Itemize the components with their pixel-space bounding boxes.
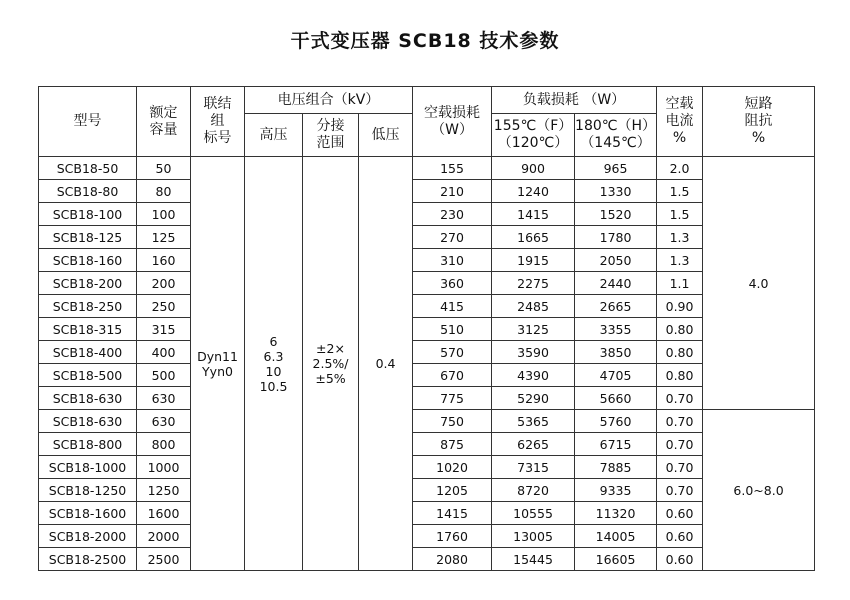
header-loss-180-line: （145℃） [580, 135, 651, 151]
cell-model: SCB18-100 [39, 203, 137, 226]
header-rated-capacity-line: 容量 [149, 121, 178, 138]
table-row [39, 226, 815, 249]
cell-loss-155: 3125 [492, 318, 575, 341]
cell-no-load-loss: 415 [413, 295, 492, 318]
cell-tap-range-line: 2.5%/ [312, 356, 349, 371]
cell-loss-180: 1520 [575, 203, 657, 226]
table-row [39, 180, 815, 203]
cell-capacity: 500 [137, 364, 191, 387]
cell-tap-range-line: ±5% [315, 371, 346, 386]
cell-no-load-loss: 1760 [413, 525, 492, 548]
cell-loss-155: 1415 [492, 203, 575, 226]
cell-loss-180: 11320 [575, 502, 657, 525]
cell-model: SCB18-50 [39, 157, 137, 180]
cell-loss-155: 1915 [492, 249, 575, 272]
cell-model: SCB18-2000 [39, 525, 137, 548]
cell-no-load-current: 1.3 [657, 226, 703, 249]
cell-model: SCB18-1250 [39, 479, 137, 502]
cell-no-load-current: 0.90 [657, 295, 703, 318]
cell-loss-180: 2050 [575, 249, 657, 272]
cell-loss-155: 4390 [492, 364, 575, 387]
cell-capacity: 50 [137, 157, 191, 180]
header-impedance [703, 87, 815, 157]
cell-loss-155: 8720 [492, 479, 575, 502]
cell-loss-180: 9335 [575, 479, 657, 502]
cell-impedance-group: 4.0 [703, 157, 815, 410]
header-loss-155 [492, 114, 575, 157]
cell-loss-155: 5290 [492, 387, 575, 410]
cell-no-load-loss: 875 [413, 433, 492, 456]
cell-model: SCB18-160 [39, 249, 137, 272]
cell-no-load-loss: 155 [413, 157, 492, 180]
header-impedance-line: 阻抗 [744, 113, 773, 130]
cell-no-load-loss: 775 [413, 387, 492, 410]
table-row [39, 548, 815, 571]
cell-loss-155: 1240 [492, 180, 575, 203]
cell-capacity: 630 [137, 410, 191, 433]
cell-tap-range [303, 157, 359, 571]
cell-capacity: 630 [137, 387, 191, 410]
cell-no-load-current: 0.70 [657, 433, 703, 456]
cell-model: SCB18-800 [39, 433, 137, 456]
cell-loss-155: 13005 [492, 525, 575, 548]
cell-no-load-loss: 750 [413, 410, 492, 433]
cell-no-load-loss: 570 [413, 341, 492, 364]
cell-model: SCB18-500 [39, 364, 137, 387]
cell-no-load-current: 1.5 [657, 203, 703, 226]
cell-no-load-current: 0.80 [657, 364, 703, 387]
cell-loss-180: 5760 [575, 410, 657, 433]
cell-loss-180: 2440 [575, 272, 657, 295]
header-rated-capacity-line: 额定 [149, 104, 178, 121]
header-impedance-line: 短路 [744, 96, 773, 113]
header-no-load-current-line: 电流 [665, 113, 694, 130]
header-no-load-current [657, 87, 703, 157]
cell-capacity: 160 [137, 249, 191, 272]
cell-loss-155: 5365 [492, 410, 575, 433]
table-row [39, 479, 815, 502]
cell-capacity: 80 [137, 180, 191, 203]
cell-hv-line: 6.3 [263, 348, 284, 364]
page-title: 干式变压器 SCB18 技术参数 [290, 30, 560, 52]
cell-loss-155: 6265 [492, 433, 575, 456]
cell-loss-155: 1665 [492, 226, 575, 249]
cell-loss-180: 2665 [575, 295, 657, 318]
cell-no-load-current: 2.0 [657, 157, 703, 180]
cell-capacity: 1250 [137, 479, 191, 502]
cell-lv: 0.4 [359, 157, 413, 571]
header-loss-180-line: 180℃（H） [575, 118, 657, 135]
cell-hv-line: 6 [269, 333, 278, 349]
cell-hv-line: 10 [265, 363, 282, 379]
cell-no-load-current: 1.5 [657, 180, 703, 203]
cell-no-load-current: 1.3 [657, 249, 703, 272]
table-row [39, 433, 815, 456]
table-row [39, 341, 815, 364]
cell-model: SCB18-630 [39, 410, 137, 433]
header-model: 型号 [39, 87, 137, 157]
cell-hv [245, 157, 303, 571]
cell-loss-180: 3355 [575, 318, 657, 341]
cell-no-load-loss: 310 [413, 249, 492, 272]
cell-no-load-current: 1.1 [657, 272, 703, 295]
header-no-load-loss-line: （W） [431, 121, 473, 138]
cell-no-load-current: 0.60 [657, 502, 703, 525]
cell-model: SCB18-630 [39, 387, 137, 410]
cell-no-load-loss: 360 [413, 272, 492, 295]
cell-model: SCB18-200 [39, 272, 137, 295]
cell-loss-155: 15445 [492, 548, 575, 571]
cell-loss-155: 900 [492, 157, 575, 180]
header-impedance-line: % [751, 129, 766, 146]
cell-loss-180: 1780 [575, 226, 657, 249]
header-connection-line: 标号 [203, 129, 232, 146]
header-tap-range-line: 范围 [316, 135, 345, 151]
cell-no-load-current: 0.70 [657, 410, 703, 433]
header-no-load-current-line: 空载 [665, 96, 694, 113]
cell-connection-line: Yyn0 [202, 363, 233, 379]
header-hv: 高压 [245, 114, 303, 157]
cell-capacity: 800 [137, 433, 191, 456]
cell-model: SCB18-2500 [39, 548, 137, 571]
header-lv: 低压 [359, 114, 413, 157]
header-loss-180 [575, 114, 657, 157]
cell-connection [191, 157, 245, 571]
cell-loss-180: 5660 [575, 387, 657, 410]
header-no-load-loss-line: 空载损耗 [424, 104, 481, 121]
cell-no-load-current: 0.70 [657, 479, 703, 502]
cell-loss-180: 7885 [575, 456, 657, 479]
header-no-load-current-line: % [672, 129, 687, 146]
cell-model: SCB18-315 [39, 318, 137, 341]
cell-loss-180: 1330 [575, 180, 657, 203]
cell-hv-line: 10.5 [259, 378, 288, 394]
table-row [39, 249, 815, 272]
cell-no-load-loss: 1415 [413, 502, 492, 525]
table-row [39, 364, 815, 387]
cell-no-load-loss: 210 [413, 180, 492, 203]
header-loss-155-line: （120℃） [497, 135, 569, 151]
cell-loss-180: 6715 [575, 433, 657, 456]
cell-connection-line: Dyn11 [197, 348, 238, 364]
table-row [39, 203, 815, 226]
cell-no-load-loss: 270 [413, 226, 492, 249]
cell-model: SCB18-1600 [39, 502, 137, 525]
cell-no-load-loss: 230 [413, 203, 492, 226]
header-connection-line: 联结 [203, 96, 232, 113]
header-rated-capacity [137, 87, 191, 157]
cell-capacity: 1000 [137, 456, 191, 479]
cell-capacity: 100 [137, 203, 191, 226]
cell-tap-range-line: ±2× [316, 341, 345, 356]
cell-no-load-current: 0.80 [657, 341, 703, 364]
cell-loss-180: 965 [575, 157, 657, 180]
table-row [39, 502, 815, 525]
cell-loss-155: 2275 [492, 272, 575, 295]
cell-loss-180: 3850 [575, 341, 657, 364]
cell-loss-155: 10555 [492, 502, 575, 525]
cell-capacity: 125 [137, 226, 191, 249]
cell-loss-155: 7315 [492, 456, 575, 479]
cell-impedance-group: 6.0~8.0 [703, 410, 815, 571]
header-tap-range-line: 分接 [316, 118, 345, 135]
table-row [39, 456, 815, 479]
cell-model: SCB18-400 [39, 341, 137, 364]
cell-no-load-loss: 2080 [413, 548, 492, 571]
cell-loss-155: 2485 [492, 295, 575, 318]
cell-no-load-loss: 510 [413, 318, 492, 341]
cell-capacity: 200 [137, 272, 191, 295]
cell-capacity: 400 [137, 341, 191, 364]
header-no-load-loss [413, 87, 492, 157]
header-load-loss: 负载损耗 （W） [492, 87, 657, 114]
spec-table [38, 86, 815, 571]
header-voltage-group: 电压组合（kV） [245, 87, 413, 114]
cell-no-load-loss: 670 [413, 364, 492, 387]
cell-loss-180: 4705 [575, 364, 657, 387]
cell-capacity: 2500 [137, 548, 191, 571]
cell-model: SCB18-250 [39, 295, 137, 318]
cell-loss-180: 16605 [575, 548, 657, 571]
header-connection [191, 87, 245, 157]
table-row [39, 525, 815, 548]
header-loss-155-line: 155℃（F） [493, 118, 573, 135]
cell-loss-155: 3590 [492, 341, 575, 364]
cell-loss-180: 14005 [575, 525, 657, 548]
cell-no-load-loss: 1020 [413, 456, 492, 479]
cell-no-load-current: 0.80 [657, 318, 703, 341]
table-row [39, 295, 815, 318]
cell-capacity: 315 [137, 318, 191, 341]
header-tap-range [303, 114, 359, 157]
cell-model: SCB18-125 [39, 226, 137, 249]
cell-no-load-current: 0.70 [657, 387, 703, 410]
cell-model: SCB18-80 [39, 180, 137, 203]
cell-no-load-current: 0.60 [657, 525, 703, 548]
table-row [39, 272, 815, 295]
table-row [39, 410, 815, 433]
cell-capacity: 1600 [137, 502, 191, 525]
table-row [39, 387, 815, 410]
cell-no-load-current: 0.70 [657, 456, 703, 479]
cell-model: SCB18-1000 [39, 456, 137, 479]
cell-capacity: 250 [137, 295, 191, 318]
table-row [39, 318, 815, 341]
table-row [39, 157, 815, 180]
header-connection-line: 组 [210, 113, 225, 130]
cell-no-load-current: 0.60 [657, 548, 703, 571]
table-body [39, 157, 815, 571]
cell-no-load-loss: 1205 [413, 479, 492, 502]
cell-capacity: 2000 [137, 525, 191, 548]
